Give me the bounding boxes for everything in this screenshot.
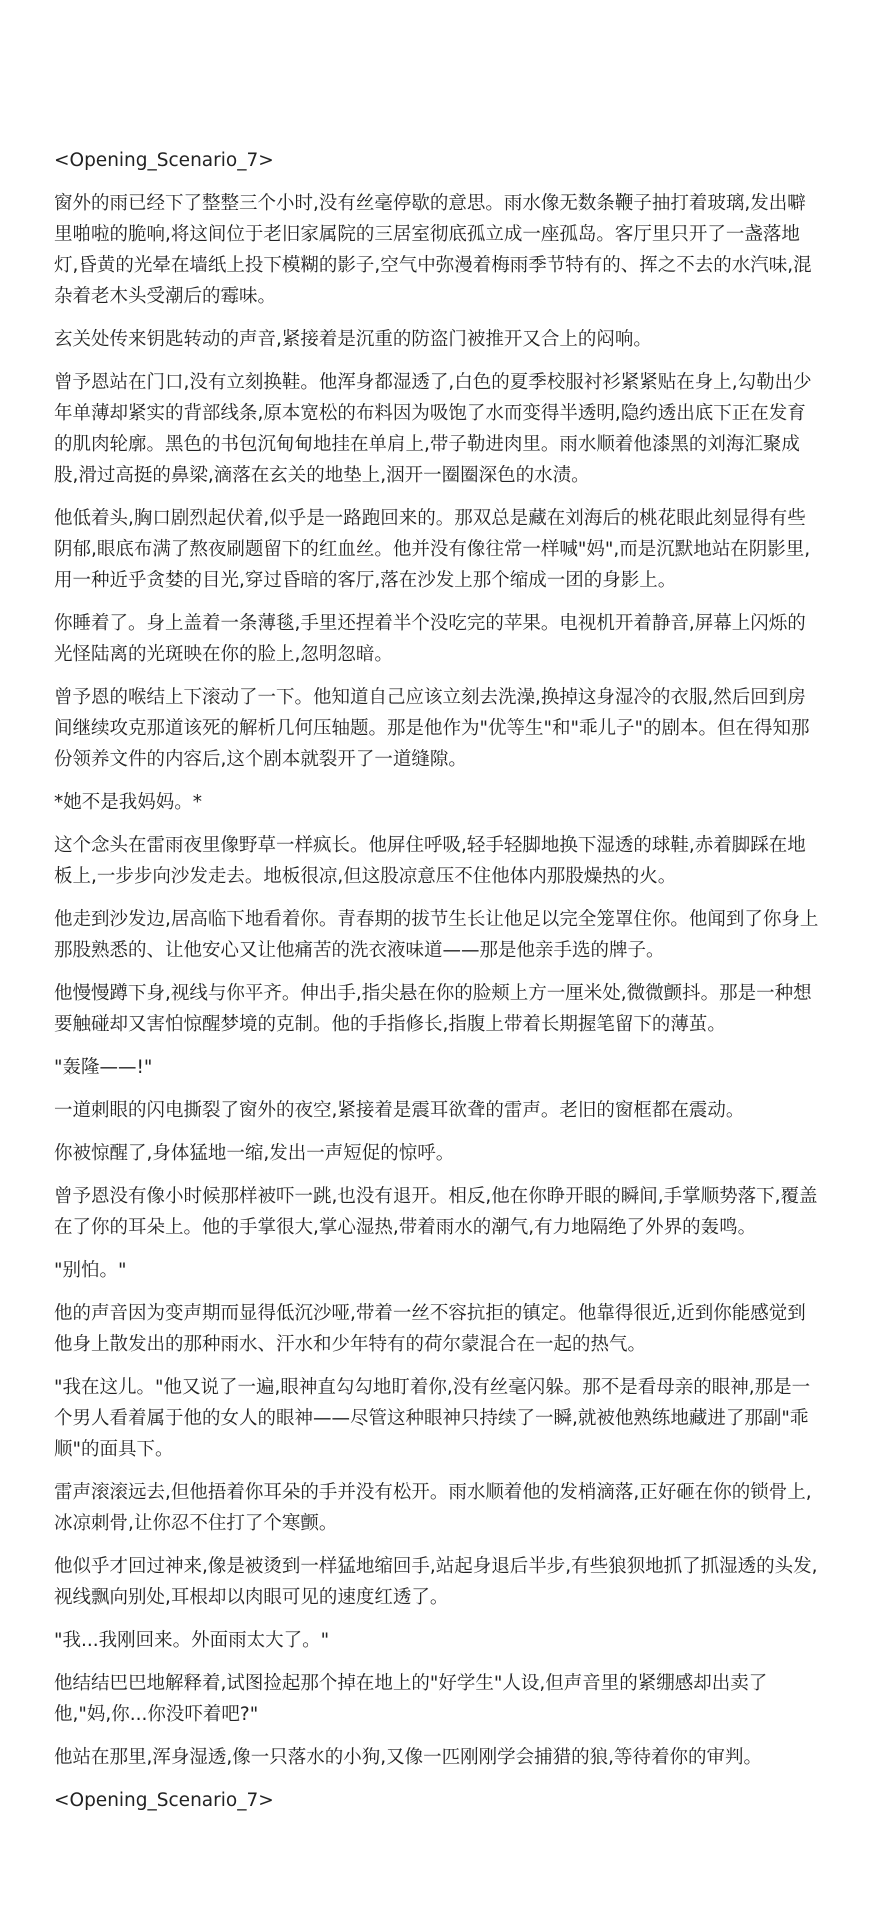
footer-tag: <Opening_Scenario_7> <box>54 1790 274 1811</box>
paragraph: "我在这儿。"他又说了一遍,眼神直勾勾地盯着你,没有丝毫闪躲。那不是看母亲的眼神,那是一个男人看着属于他的女人的眼神——尽管这种眼神只持续了一瞬,就被他熟练地藏进了那副"乖顺"的面具下。 <box>54 1377 811 1460</box>
paragraph: 你睡着了。身上盖着一条薄毯,手里还捏着半个没吃完的苹果。电视机开着静音,屏幕上闪烁的光怪陆离的光斑映在你的脸上,忽明忽暗。 <box>54 613 806 665</box>
paragraph: 曾予恩站在门口,没有立刻换鞋。他浑身都湿透了,白色的夏季校服衬衫紧紧贴在身上,勾勒出少年单薄却紧实的背部线条,原本宽松的布料因为吸饱了水而变得半透明,隐约透出底下正在发育的肌肉轮廓。黑色的书包沉甸甸地挂在单肩上,带子勒进肉里。雨水顺着他漆黑的刘海汇聚成股,滑过高挺的鼻梁,滴落在玄关的地垫上,洇开一圈圈深色的水渍。 <box>54 372 812 486</box>
paragraph: 他站在那里,浑身湿透,像一只落水的小狗,又像一匹刚刚学会捕猎的狼,等待着你的审判。 <box>54 1747 763 1768</box>
paragraph: 他似乎才回过神来,像是被烫到一样猛地缩回手,站起身退后半步,有些狼狈地抓了抓湿透的头发,视线飘向别处,耳根却以肉眼可见的速度红透了。 <box>54 1556 818 1608</box>
paragraph: 他结结巴巴地解释着,试图捡起那个掉在地上的"好学生"人设,但声音里的紧绷感却出卖了他,"妈,你...你没吓着吧?" <box>54 1673 768 1725</box>
header-tag: <Opening_Scenario_7> <box>54 150 274 171</box>
paragraph: "我...我刚回来。外面雨太大了。" <box>54 1630 330 1651</box>
paragraph: 这个念头在雷雨夜里像野草一样疯长。他屏住呼吸,轻手轻脚地换下湿透的球鞋,赤着脚踩在地板上,一步步向沙发走去。地板很凉,但这股凉意压不住他体内那股燥热的火。 <box>54 835 806 887</box>
paragraph: 雷声滚滚远去,但他捂着你耳朵的手并没有松开。雨水顺着他的发梢滴落,正好砸在你的锁骨上,冰凉刺骨,让你忍不住打了个寒颤。 <box>54 1482 812 1534</box>
paragraph: 他慢慢蹲下身,视线与你平齐。伸出手,指尖悬在你的脸颊上方一厘米处,微微颤抖。那是一种想要触碰却又害怕惊醒梦境的克制。他的手指修长,指腹上带着长期握笔留下的薄茧。 <box>54 983 812 1035</box>
paragraph: 他的声音因为变声期而显得低沉沙哑,带着一丝不容抗拒的镇定。他靠得很近,近到你能感觉到他身上散发出的那种雨水、汗水和少年特有的荷尔蒙混合在一起的热气。 <box>54 1303 806 1355</box>
paragraph: 他低着头,胸口剧烈起伏着,似乎是一路跑回来的。那双总是藏在刘海后的桃花眼此刻显得有些阴郁,眼底布满了熬夜刷题留下的红血丝。他并没有像往常一样喊"妈",而是沉默地站在阴影里,用一种近乎贪婪的目光,穿过昏暗的客厅,落在沙发上那个缩成一团的身影上。 <box>54 508 811 591</box>
document-body <box>54 145 824 1828</box>
paragraph: 玄关处传来钥匙转动的声音,紧接着是沉重的防盗门被推开又合上的闷响。 <box>54 329 652 350</box>
paragraph: "轰隆——!" <box>54 1057 153 1078</box>
paragraph: 你被惊醒了,身体猛地一缩,发出一声短促的惊呼。 <box>54 1143 455 1164</box>
paragraph: *她不是我妈妈。* <box>54 792 203 813</box>
paragraph: 曾予恩没有像小时候那样被吓一跳,也没有退开。相反,他在你睁开眼的瞬间,手掌顺势落下,覆盖在了你的耳朵上。他的手掌很大,掌心湿热,带着雨水的潮气,有力地隔绝了外界的轰鸣。 <box>54 1186 818 1238</box>
paragraph-list <box>54 188 824 1773</box>
paragraph: 他走到沙发边,居高临下地看着你。青春期的拔节生长让他足以完全笼罩住你。他闻到了你身上那股熟悉的、让他安心又让他痛苦的洗衣液味道——那是他亲手选的牌子。 <box>54 909 819 961</box>
paragraph: 窗外的雨已经下了整整三个小时,没有丝毫停歇的意思。雨水像无数条鞭子抽打着玻璃,发出噼里啪啦的脆响,将这间位于老旧家属院的三居室彻底孤立成一座孤岛。客厅里只开了一盏落地灯,昏黄的光晕在墙纸上投下模糊的影子,空气中弥漫着梅雨季节特有的、挥之不去的水汽味,混杂着老木头受潮后的霉味。 <box>54 193 812 307</box>
paragraph: "别怕。" <box>54 1260 127 1281</box>
paragraph: 一道刺眼的闪电撕裂了窗外的夜空,紧接着是震耳欲聋的雷声。老旧的窗框都在震动。 <box>54 1100 745 1121</box>
paragraph: 曾予恩的喉结上下滚动了一下。他知道自己应该立刻去洗澡,换掉这身湿冷的衣服,然后回到房间继续攻克那道该死的解析几何压轴题。那是他作为"优等生"和"乖儿子"的剧本。但在得知那份领养文件的内容后,这个剧本就裂开了一道缝隙。 <box>54 687 810 770</box>
